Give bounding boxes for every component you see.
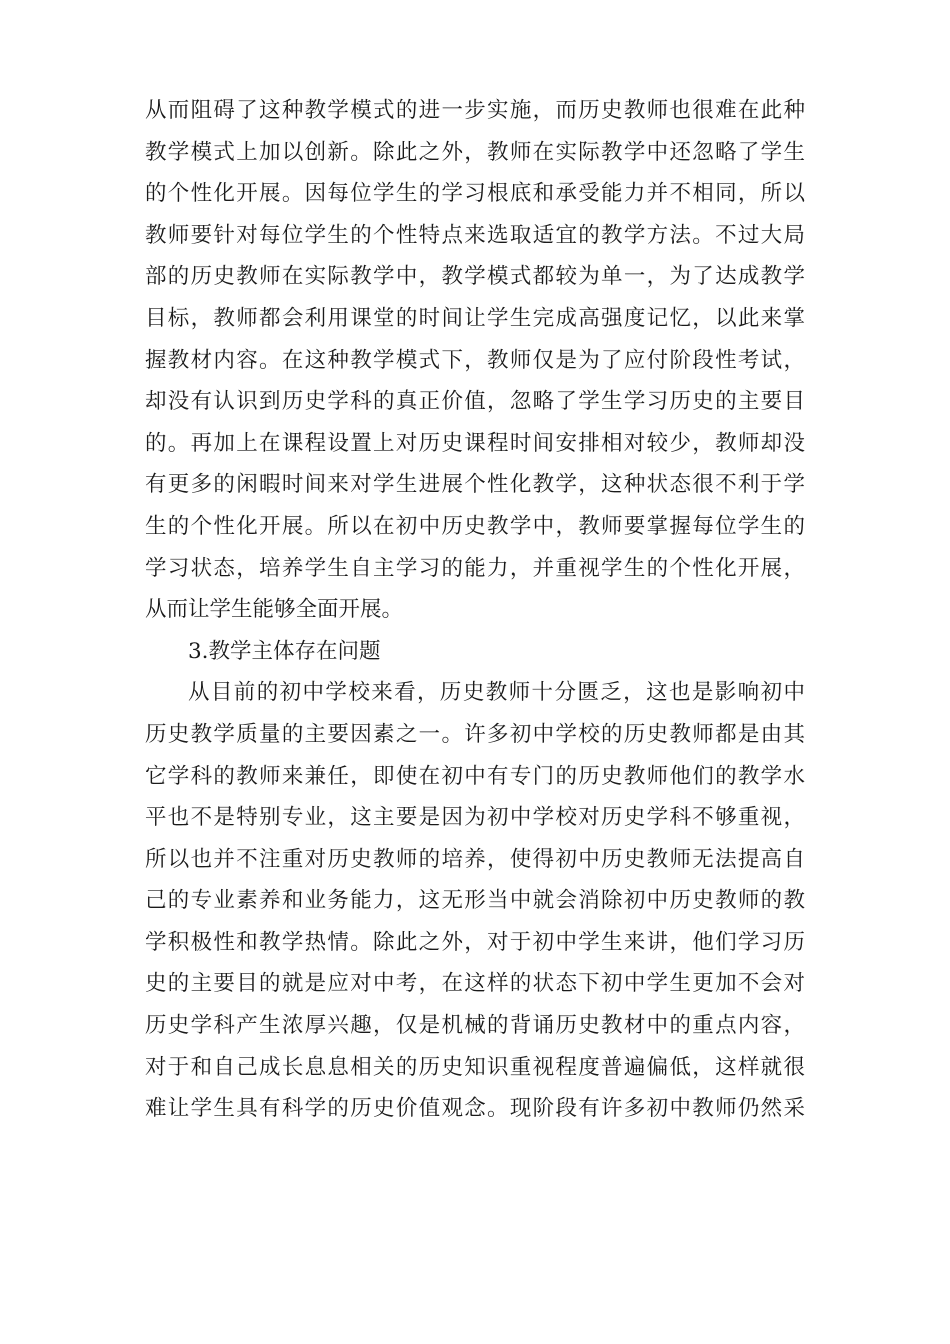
text-line: 学积极性和教学热情。除此之外，对于初中学生来讲，他们学习历 xyxy=(145,929,805,955)
text-line: 己的专业素养和业务能力，这无形当中就会消除初中历史教师的教 xyxy=(145,888,805,914)
text-line: 对于和自己成长息息相关的历史知识重视程度普遍偏低，这样就很 xyxy=(145,1054,805,1080)
text-line: 平也不是特别专业，这主要是因为初中学校对历史学科不够重视， xyxy=(145,805,805,831)
text-line: 部的历史教师在实际教学中，教学模式都较为单一，为了达成教学 xyxy=(145,264,805,290)
text-line: 生的个性化开展。所以在初中历史教学中，教师要掌握每位学生的 xyxy=(145,513,805,539)
section-heading: 3.教学主体存在问题 xyxy=(188,638,381,664)
text-line-last: 从而让学生能够全面开展。 xyxy=(145,597,404,623)
body-text xyxy=(145,90,805,1130)
text-line: 握教材内容。在这种教学模式下，教师仅是为了应付阶段性考试， xyxy=(145,347,805,373)
text-line: 史的主要目的就是应对中考，在这样的状态下初中学生更加不会对 xyxy=(145,971,805,997)
text-line: 教师要针对每位学生的个性特点来选取适宜的教学方法。不过大局 xyxy=(145,222,805,248)
text-line: 的。再加上在课程设置上对历史课程时间安排相对较少，教师却没 xyxy=(145,430,805,456)
text-line: 所以也并不注重对历史教师的培养，使得初中历史教师无法提高自 xyxy=(145,846,805,872)
paragraph-first-line: 从目前的初中学校来看，历史教师十分匮乏，这也是影响初中 xyxy=(188,680,805,706)
text-line: 它学科的教师来兼任，即使在初中有专门的历史教师他们的教学水 xyxy=(145,763,805,789)
text-line: 教学模式上加以创新。除此之外，教师在实际教学中还忽略了学生 xyxy=(145,139,805,165)
text-line: 历史教学质量的主要因素之一。许多初中学校的历史教师都是由其 xyxy=(145,721,805,747)
text-line: 有更多的闲暇时间来对学生进展个性化教学，这种状态很不利于学 xyxy=(145,472,805,498)
text-line: 的个性化开展。因每位学生的学习根底和承受能力并不相同，所以 xyxy=(145,181,805,207)
text-line: 从而阻碍了这种教学模式的进一步实施，而历史教师也很难在此种 xyxy=(145,98,805,123)
text-line: 难让学生具有科学的历史价值观念。现阶段有许多初中教师仍然采 xyxy=(145,1096,805,1122)
text-line: 却没有认识到历史学科的真正价值，忽略了学生学习历史的主要目 xyxy=(145,389,805,415)
text-line: 历史学科产生浓厚兴趣，仅是机械的背诵历史教材中的重点内容， xyxy=(145,1013,805,1039)
text-line: 目标，教师都会利用课堂的时间让学生完成高强度记忆，以此来掌 xyxy=(145,305,805,331)
text-line: 学习状态，培养学生自主学习的能力，并重视学生的个性化开展， xyxy=(145,555,805,581)
